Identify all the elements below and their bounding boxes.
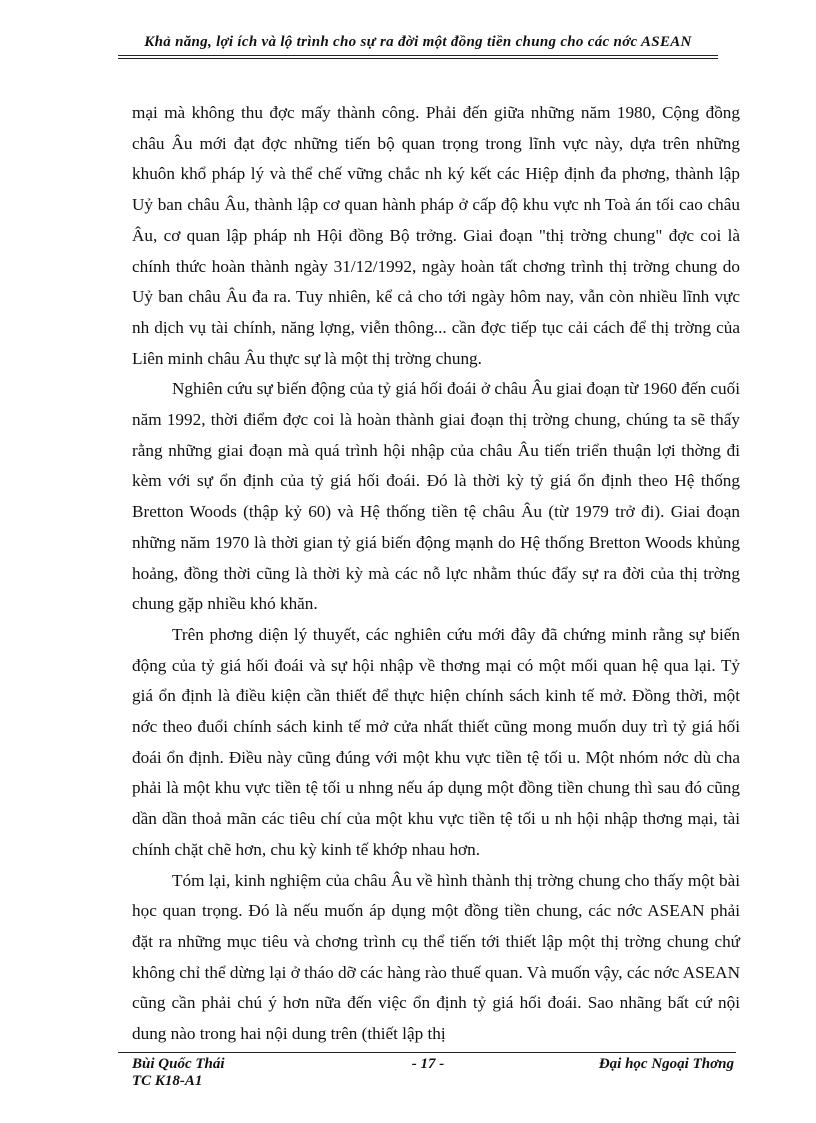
footer-author: Bùi Quốc Thái xyxy=(132,1056,225,1072)
page-footer xyxy=(118,1056,736,1096)
page-number: - 17 - xyxy=(411,1056,445,1072)
body-text xyxy=(132,98,740,1050)
footer-divider xyxy=(118,1052,736,1053)
paragraph: Tóm lại, kinh nghiệm của châu Âu về hình thành thị trờng chung cho thấy một bài học quan trọng. Đó là nếu muốn áp dụng một đồng tiền chung, các nớc ASEAN phải đặt ra những mục tiêu và chơng trình cụ thể tiến tới thiết lập một thị trờng chung chứ không chỉ thể dừng lại ở tháo dỡ các hàng rào thuế quan. Và muốn vậy, các nớc ASEAN cũng cần phải chú ý hơn nữa đến việc ổn định tỷ giá hối đoái. Sao nhãng bất cứ nội dung nào trong hai nội dung trên (thiết lập thị xyxy=(132,870,740,1044)
running-header xyxy=(118,34,718,56)
paragraph: Nghiên cứu sự biến động của tỷ giá hối đoái ở châu Âu giai đoạn từ 1960 đến cuối năm 1992, thời điểm đợc coi là hoàn thành giai đoạn thị trờng chung, chúng ta sẽ thấy rằng những giai đoạn mà quá trình hội nhập của châu Âu tiến triển thuận lợi thờng đi kèm với sự ổn định của tỷ giá hối đoái. Đó là thời kỳ tỷ giá ổn định theo Hệ thống Bretton Woods (thập kỷ 60) và Hệ thống tiền tệ châu Âu (từ 1979 trở đi). Giai đoạn những năm 1970 là thời gian tỷ giá biến động mạnh do Hệ thống Bretton Woods khủng hoảng, đồng thời cũng là thời kỳ mà các nỗ lực nhằm thúc đẩy sự ra đời của thị trờng chung gặp nhiều khó khăn. xyxy=(132,379,740,614)
footer-author-block xyxy=(132,1056,225,1090)
footer-class-code: TC K18-A1 xyxy=(132,1073,203,1089)
paragraph: mại mà không thu đợc mấy thành công. Phải đến giữa những năm 1980, Cộng đồng châu Âu mới đạt đợc những tiến bộ quan trọng trong lĩnh vực này, dựa trên những khuôn khổ pháp lý và thể chế vững chắc nh ký kết các Hiệp định đa phơng, thành lập Uỷ ban châu Âu, thành lập cơ quan hành pháp ở cấp độ khu vực nh Toà án tối cao châu Âu, cơ quan lập pháp nh Hội đồng Bộ trởng. Giai đoạn "thị trờng chung" đợc coi là chính thức hoàn thành ngày 31/12/1992, ngày hoàn tất chơng trình thị trờng chung do Uỷ ban châu Âu đa ra. Tuy nhiên, kể cả cho tới ngày hôm nay, vẫn còn nhiều lĩnh vực nh dịch vụ tài chính, năng lợng, viễn thông... cần đợc tiếp tục cải cách để thị trờng của Liên minh châu Âu thực sự là một thị trờng chung. xyxy=(132,103,740,368)
footer-institution: Đại học Ngoại Thơng xyxy=(598,1056,734,1072)
paragraph: Trên phơng diện lý thuyết, các nghiên cứu mới đây đã chứng minh rằng sự biến động của tỷ giá hối đoái và sự hội nhập về thơng mại có một mối quan hệ qua lại. Tỷ giá ổn định là điều kiện cần thiết để thực hiện chính sách kinh tế mở. Đồng thời, một nớc theo đuổi chính sách kinh tế mở cửa nhất thiết cũng mong muốn duy trì tỷ giá hối đoái ổn định. Điều này cũng đúng với một khu vực tiền tệ tối u. Một nhóm nớc dù cha phải là một khu vực tiền tệ tối u nhng nếu áp dụng một đồng tiền chung thì sau đó cũng dần dần thoả mãn các tiêu chí của một khu vực tiền tệ tối u nh hội nhập thơng mại, tài chính chặt chẽ hơn, chu kỳ kinh tế khớp nhau hơn. xyxy=(132,624,740,859)
running-header-title: Khả năng, lợi ích và lộ trình cho sự ra đời một đồng tiền chung cho các nớc ASEAN xyxy=(144,34,692,50)
